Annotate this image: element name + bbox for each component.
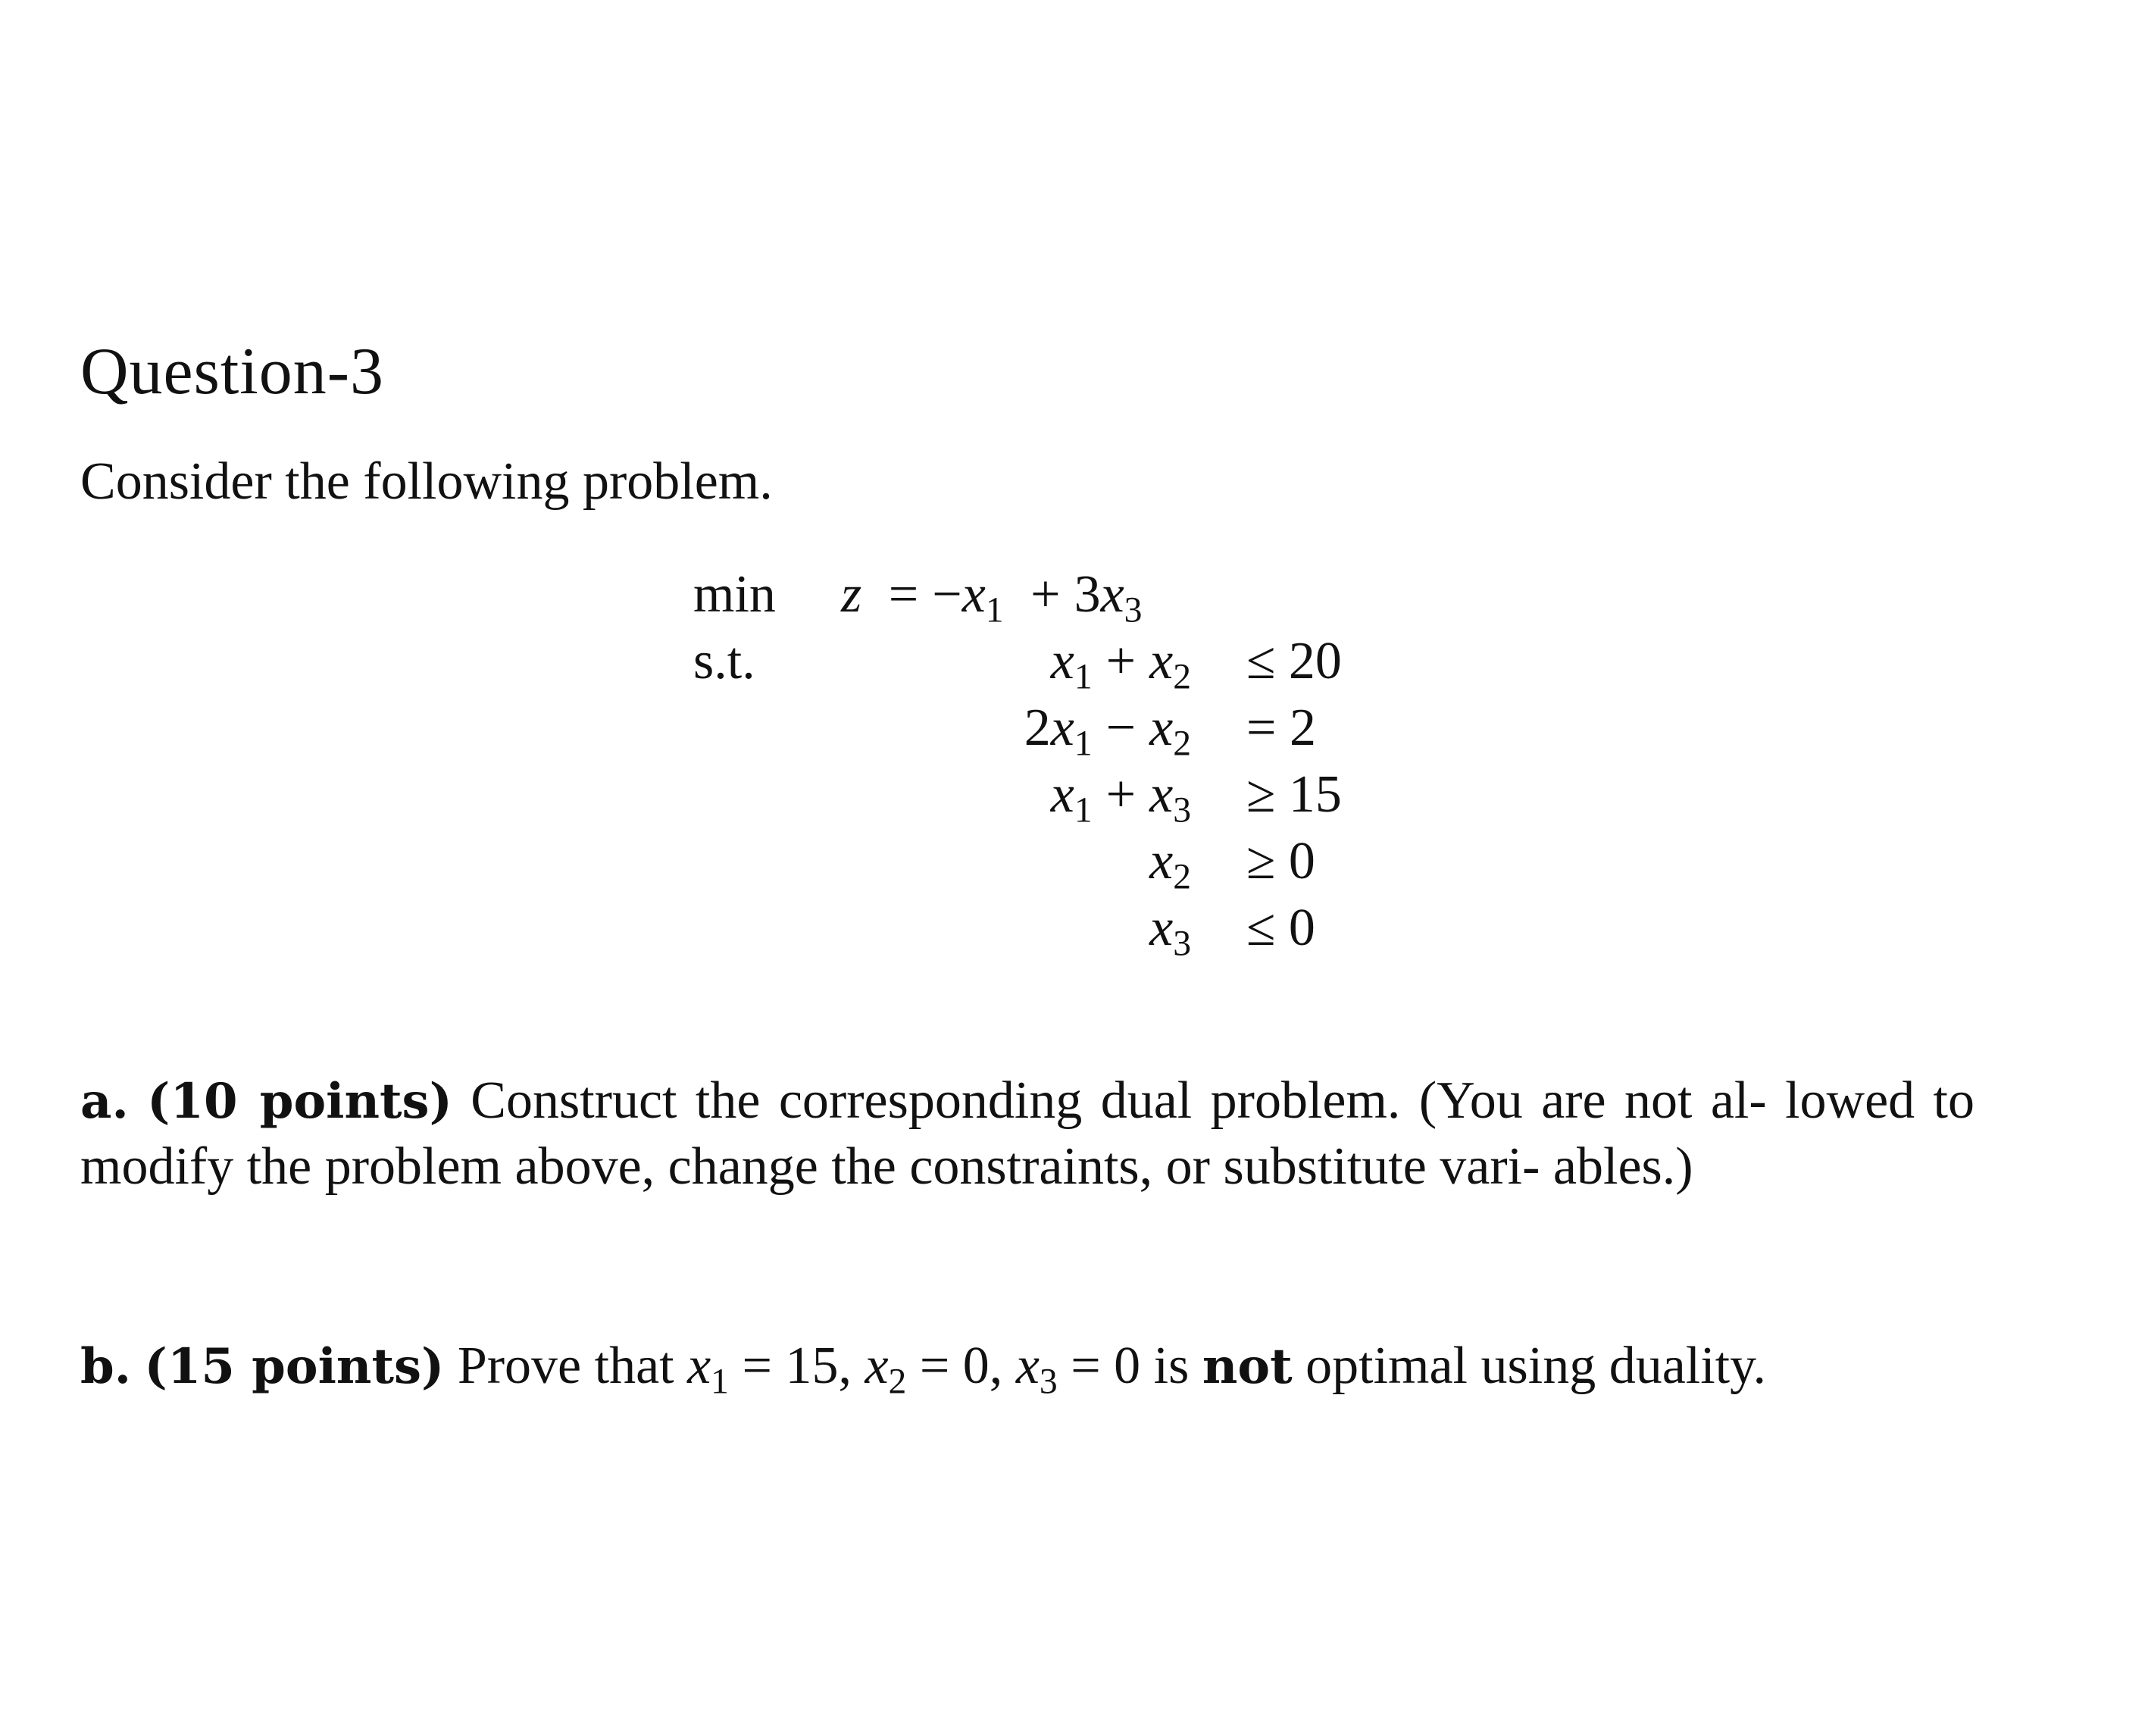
- part-b-bold-word: not: [1202, 1338, 1293, 1395]
- min-label: min: [693, 565, 776, 624]
- part-b-label: b.: [80, 1338, 132, 1395]
- lhs-operator: −: [1105, 699, 1137, 757]
- lhs-var-b-sub: 2: [1173, 857, 1191, 897]
- objective-minus: −: [932, 565, 962, 624]
- constraint-lhs: [1149, 831, 1191, 897]
- lhs-var-a: x: [1050, 632, 1074, 690]
- question-intro: Consider the following problem.: [80, 452, 773, 511]
- objective-x1-sub: 1: [985, 590, 1004, 630]
- lhs-var-b: x: [1149, 899, 1174, 957]
- objective-x3-sub: 3: [1124, 590, 1143, 630]
- lhs-var-b-sub: 3: [1173, 924, 1191, 964]
- lhs-operator: +: [1105, 765, 1137, 824]
- question-title: Question-3: [80, 335, 385, 408]
- part-b: [80, 1334, 1974, 1400]
- part-b-points: (15 points): [144, 1338, 445, 1395]
- lhs-var-a-sub: 1: [1074, 657, 1093, 697]
- part-b-x3: x: [1015, 1337, 1040, 1395]
- part-b-eq3: = 0 is: [1071, 1337, 1190, 1395]
- part-b-eq1: = 15,: [742, 1337, 852, 1395]
- part-a: [80, 1068, 1974, 1200]
- relation-symbol: ≥: [1246, 832, 1276, 890]
- objective-function: [841, 565, 1143, 630]
- part-a-label: a.: [80, 1073, 129, 1130]
- constraint-rhs: [1246, 831, 1315, 892]
- objective-plus: +: [1030, 565, 1061, 624]
- rhs-value: 20: [1288, 632, 1342, 690]
- lhs-var-b: x: [1149, 832, 1174, 890]
- part-b-x3-sub: 3: [1039, 1362, 1058, 1402]
- constraint-rhs: [1246, 898, 1315, 959]
- rhs-value: 0: [1288, 832, 1315, 890]
- relation-symbol: ≤: [1246, 632, 1276, 690]
- lhs-var-a: x: [1050, 765, 1074, 824]
- lhs-coefficient: 2: [1024, 699, 1051, 757]
- part-b-x1: x: [687, 1337, 711, 1395]
- constraint-lhs: [1024, 698, 1191, 764]
- constraint-lhs: [1050, 631, 1191, 697]
- lhs-var-a-sub: 1: [1074, 724, 1093, 764]
- lhs-operator: +: [1105, 632, 1137, 690]
- st-label: s.t.: [693, 632, 755, 690]
- rhs-value: 15: [1288, 765, 1342, 824]
- objective-x1: x: [961, 565, 986, 624]
- rhs-value: 0: [1288, 899, 1315, 957]
- lhs-var-a: x: [1050, 699, 1074, 757]
- lhs-var-b: x: [1149, 699, 1174, 757]
- lhs-var-b: x: [1149, 632, 1174, 690]
- constraint-rhs: [1246, 698, 1316, 759]
- relation-symbol: ≥: [1246, 765, 1276, 824]
- objective-x3: x: [1100, 565, 1124, 624]
- part-b-x2: x: [865, 1337, 889, 1395]
- part-b-x1-sub: 1: [711, 1362, 729, 1402]
- part-b-x2-sub: 2: [888, 1362, 907, 1402]
- part-b-text-1: Prove that: [457, 1337, 674, 1395]
- relation-symbol: =: [1246, 699, 1277, 757]
- constraint-lhs: [1050, 765, 1191, 830]
- lhs-var-b-sub: 3: [1173, 790, 1191, 830]
- objective-var: z: [841, 565, 862, 624]
- objective-coef3: 3: [1074, 565, 1101, 624]
- part-a-text: Construct the corresponding dual problem. (You are not al- lowed to modify the problem above, change the constraints, or substitute vari- ables.): [80, 1071, 1975, 1196]
- lhs-var-a-sub: 1: [1074, 790, 1093, 830]
- part-b-text-2: optimal using duality.: [1305, 1337, 1767, 1395]
- objective-equals: =: [888, 565, 919, 624]
- lhs-var-b-sub: 2: [1173, 724, 1191, 764]
- part-a-points: (10 points): [147, 1073, 452, 1130]
- lhs-var-b: x: [1149, 765, 1174, 824]
- constraint-rhs: [1246, 765, 1342, 825]
- part-b-eq2: = 0,: [919, 1337, 1003, 1395]
- lhs-var-b-sub: 2: [1173, 657, 1191, 697]
- relation-symbol: ≤: [1246, 899, 1276, 957]
- constraint-rhs: [1246, 631, 1342, 692]
- constraint-lhs: [1149, 898, 1191, 964]
- rhs-value: 2: [1289, 699, 1316, 757]
